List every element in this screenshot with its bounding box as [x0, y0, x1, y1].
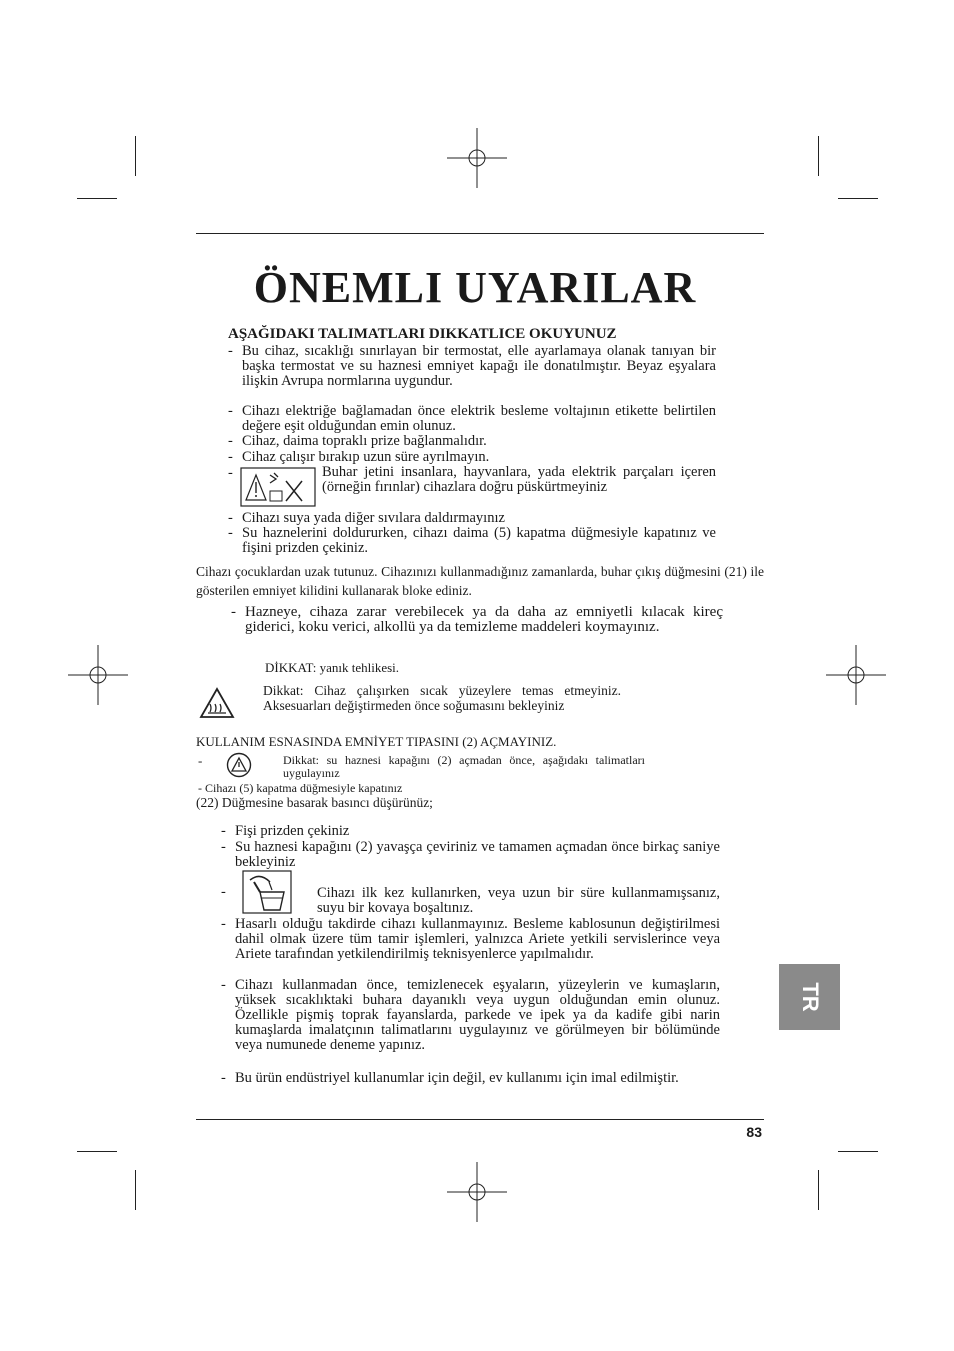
- crop-mark: [838, 1151, 878, 1152]
- cap-warning-text: Dikkat: su haznesi kapağını (2) açmadan önce, aşağıdakı talimatları uygulayınız: [283, 753, 645, 780]
- registration-mark-icon: [826, 645, 886, 705]
- steam-jet-warning-icon: [240, 467, 316, 507]
- hot-surface-warning: Dikkat: Cihaz çalışırken sıcak yüzeylere temas etmeyiniz. Aksesuarları değiştirmeden önce soğumasını bekleyiniz: [263, 683, 621, 713]
- crop-mark: [135, 136, 136, 176]
- list-item: - Bu cihaz, sıcaklığı sınırlayan bir termostat, elle ayarlamaya olanak tanıyan bir başka termostat ve su haznesi emniyet kapağı ile donatılmıştır. Beyaz eşyalara ilişkin Avrupa normlarına uygundur.: [228, 343, 716, 389]
- list-item: - Hasarlı olduğu takdirde cihazı kullanmayınız. Besleme kablosunun değiştirilmesi dahil olmak üzere tüm tamir işlemleri, yalnızca Ariete yetkili servislerince veya Ariete tarafından yetkilendirilmiş teknisyenlerce yapılmalıdır.: [221, 916, 720, 962]
- crop-mark: [818, 136, 819, 176]
- registration-mark-icon: [447, 1162, 507, 1222]
- list-item: - Cihazı kullanmadan önce, temizlenecek eşyaların, yüzeylerin ve kumaşların, yüksek sıcaklıktaki buhara dayanıklı veya uygun olduğundan emin olunuz. Özellikle pişmiş toprak fayanslarda, parkede ve ipek ya da kadife gibi narin kumaşlarda imalatçının talimatlarını uygulayınız ve görülmeyen bir bölümünde veya numunede deneme yapınız.: [221, 977, 720, 1053]
- page-title: ÖNEMLI UYARILAR: [253, 263, 697, 312]
- list-item: - Su haznesi kapağını (2) yavaşça çeviriniz ve tamamen açmadan önce birkaç saniye bekleyiniz: [221, 839, 720, 870]
- crop-mark: [838, 198, 878, 199]
- list-dash: -: [198, 753, 203, 768]
- burn-danger-title: DİKKAT: yanık tehlikesi.: [265, 660, 400, 675]
- list-dash: -: [221, 884, 226, 900]
- list-item: - Bu ürün endüstriyel kullanumlar için değil, ev kullanımı için imal edilmiştir.: [221, 1070, 679, 1086]
- list-item: - Cihaz, daima topraklı prize bağlanmalıdır.: [228, 433, 487, 449]
- list-item: Buhar jetini insanlara, hayvanlara, yada elektrik parçaları içeren (örneğin fırınlar) cihazlara doğru püskürtmeyiniz: [322, 464, 716, 495]
- top-rule: [196, 233, 764, 234]
- pour-water-icon: [242, 870, 292, 914]
- cap-step: - Cihazı (5) kapatma düğmesiyle kapatınız: [198, 781, 403, 795]
- list-item: - Cihazı suya yada diğer sıvılara daldırmayınız: [228, 510, 505, 526]
- list-item: - Cihazı elektriğe bağlamadan önce elektrik besleme voltajının etikette belirtilen değere eşit olduğundan emin olunuz.: [228, 403, 716, 434]
- crop-mark: [77, 1151, 117, 1152]
- safety-cap-heading: KULLANIM ESNASINDA EMNİYET TIPASINI (2) AÇMAYINIZ.: [196, 734, 557, 749]
- crop-mark: [77, 198, 117, 199]
- language-tab-label: TR: [797, 982, 823, 1012]
- list-item: - Su haznelerini doldururken, cihazı daima (5) kapatma düğmesiyle kapatınız ve fişini prizden çekiniz.: [228, 525, 716, 556]
- cap-step: (22) Düğmesine basarak basıncı düşürünüz;: [196, 795, 433, 810]
- list-item: - Cihaz çalışır bırakıp uzun süre ayrılmayın.: [228, 449, 490, 465]
- crop-mark: [818, 1170, 819, 1210]
- warning-triangle-icon: [226, 752, 252, 778]
- registration-mark-icon: [68, 645, 128, 705]
- hot-surface-warning-icon: [199, 687, 235, 719]
- registration-mark-icon: [447, 128, 507, 188]
- page-number: 83: [746, 1124, 762, 1140]
- list-dash: -: [228, 465, 233, 481]
- children-paragraph: Cihazı çocuklardan uzak tutunuz. Cihazınızı kullanmadığınız zamanlarda, buhar çıkış düğmesini (21) ile gösterilen emniyet kilidini kullanarak bloke ediniz.: [196, 564, 764, 598]
- language-tab: [779, 964, 840, 1030]
- instructions-heading: AŞAĞIDAKI TALIMATLARI DIKKATLICE OKUYUNUZ: [228, 326, 617, 342]
- crop-mark: [135, 1170, 136, 1210]
- list-item: - Fişi prizden çekiniz: [221, 823, 350, 839]
- list-item: - Hazneye, cihaza zarar verebilecek ya da daha az emniyetli kılacak kireç giderici, koku verici, alkollü ya da temizleme maddeleri koymayınız.: [231, 604, 723, 635]
- bottom-rule: [196, 1119, 764, 1120]
- list-item: Cihazı ilk kez kullanırken, veya uzun bir süre kullanmamışsanız, suyu bir kovaya boşaltınız.: [317, 885, 720, 916]
